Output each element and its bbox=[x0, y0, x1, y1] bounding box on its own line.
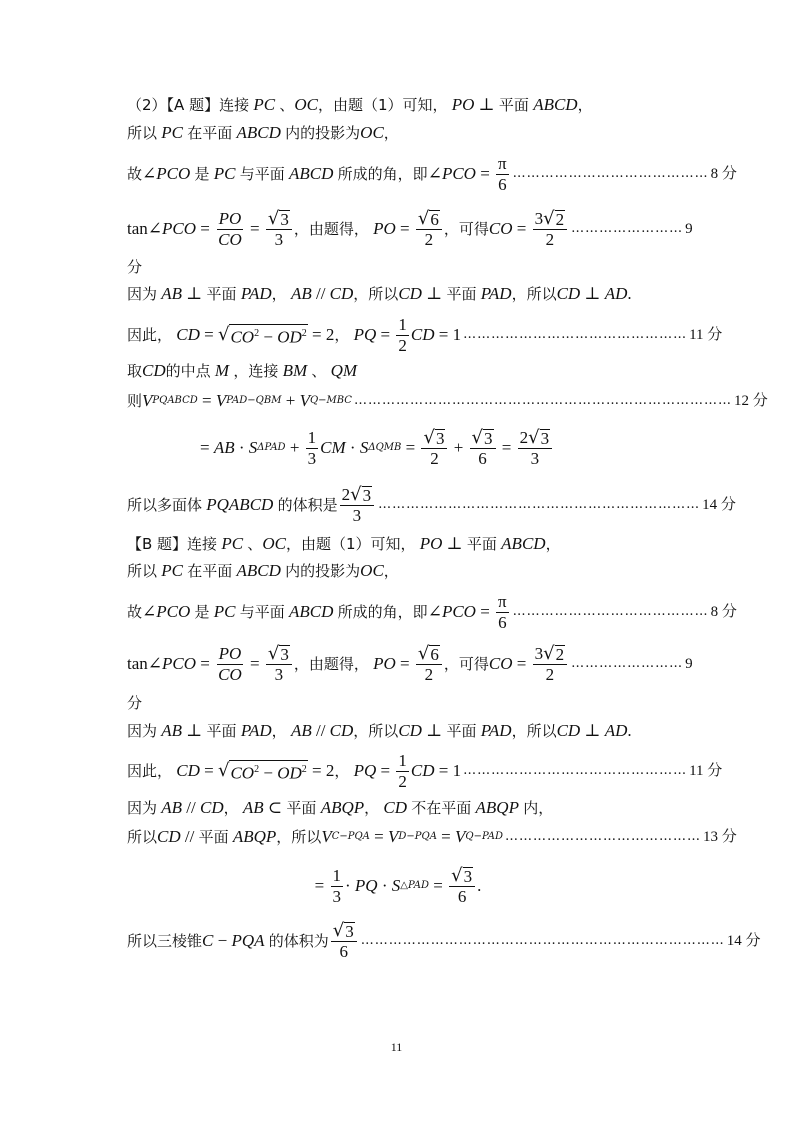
line-a-volume-calc: = AB · S ΔPAD + $\frac{1}{3}$ CM · S ΔQMB = √ 3 2 + √ 3 6 = 2 √ 3 3 bbox=[200, 424, 669, 472]
line-b-result: 所以三棱锥 C − PQA 的体积为 √ 3 6 …………………………………………………………………… 14 分 bbox=[127, 919, 761, 961]
line-b-perp: 因为 AB ⊥ 平面 PAD ， AB // CD ，所以 CD ⊥ 平面 PAD ，所以 CD ⊥ AD . bbox=[127, 721, 632, 740]
line-a-angle: 故 ∠ PCO 是 PC 与平面 ABCD 所成的角，即 ∠ PCO = $\frac{\pi}{6}$ …………………………………… 8 分 bbox=[127, 153, 737, 194]
page-number: 11 bbox=[390, 1040, 403, 1054]
line-a-midpoint: 取 CD 的中点 M ，连接 BM 、 QM bbox=[127, 361, 358, 380]
score-b2: 9 bbox=[685, 656, 693, 672]
line-a-fen: 分 bbox=[127, 258, 143, 276]
line-a-intro: （2）【A 题】连接 PC 、 OC ，由题（1）可知， PO ⊥ 平面 ABCD ， bbox=[127, 95, 593, 114]
score-b4: 13 分 bbox=[703, 829, 737, 845]
line-b-intro: 【B 题】连接 PC 、 OC ，由题（1）可知， PO ⊥ 平面 ABCD ， bbox=[127, 534, 561, 553]
score-a3: 11 分 bbox=[689, 327, 723, 343]
line-b-cd: 因此， CD = √ $CO^2 - OD^2$ = 2 ， PQ = $\frac{1}{2}$ CD = 1 ………………………………………… 11 分 bbox=[127, 750, 723, 791]
line-b-projection: 所以 PC 在平面 ABCD 内的投影为 OC ， bbox=[127, 561, 399, 580]
line-a-volume-split: 则 V PQABCD = V PAD−QBM + V Q−MBC ……………………………………………………………………… 12 分 bbox=[127, 391, 768, 410]
score-a1: 8 分 bbox=[710, 166, 737, 182]
line-a-perp: 因为 AB ⊥ 平面 PAD ， AB // CD ，所以 CD ⊥ 平面 PAD ，所以 CD ⊥ AD . bbox=[127, 284, 632, 303]
score-a4: 12 分 bbox=[733, 393, 768, 409]
score-b1: 8 分 bbox=[710, 604, 737, 620]
line-b-volume-calc: = $\frac{1}{3}$ · PQ · S △PAD = √ 3 6 . bbox=[314, 864, 482, 906]
score-a2: 9 bbox=[685, 221, 693, 237]
score-b5: 14 分 bbox=[726, 933, 761, 949]
line-a-cd: 因此， CD = √ $CO^2 - OD^2$ = 2 ， PQ = $\frac{1}{2}$ CD = 1 ………………………………………… 11 分 bbox=[127, 314, 723, 355]
line-b-volume-eq: 所以 CD // 平面 ABQP ，所以 V C−PQA = V D−PQA = V Q−PAD …………………………………… 13 分 bbox=[127, 827, 737, 846]
line-a-result: 所以多面体 PQABCD 的体积是 2 √ 3 3 …………………………………………………………… 14 分 bbox=[127, 483, 736, 525]
line-a-projection: 所以 PC 在平面 ABCD 内的投影为 OC ， bbox=[127, 123, 399, 142]
line-a-tan: tan ∠ PCO = $\frac{PO}{CO}$ = √ 3 3 ，由题得， PO = √ 6 2 ，可得 CO = 3 √ 2 2 …………………… 9 bbox=[127, 207, 693, 249]
line-b-angle: 故 ∠ PCO 是 PC 与平面 ABCD 所成的角，即 ∠ PCO = $\frac{\pi}{6}$ …………………………………… 8 分 bbox=[127, 591, 737, 632]
score-b3: 11 分 bbox=[689, 763, 723, 779]
score-a5: 14 分 bbox=[702, 497, 736, 513]
line-b-parallel: 因为 AB // CD ， AB ⊂ 平面 ABQP ， CD 不在平面 ABQP 内， bbox=[127, 798, 554, 817]
line-b-fen: 分 bbox=[127, 694, 143, 712]
line-b-tan: tan ∠ PCO = $\frac{PO}{CO}$ = √ 3 3 ，由题得， PO = √ 6 2 ，可得 CO = 3 √ 2 2 …………………… 9 bbox=[127, 642, 693, 684]
